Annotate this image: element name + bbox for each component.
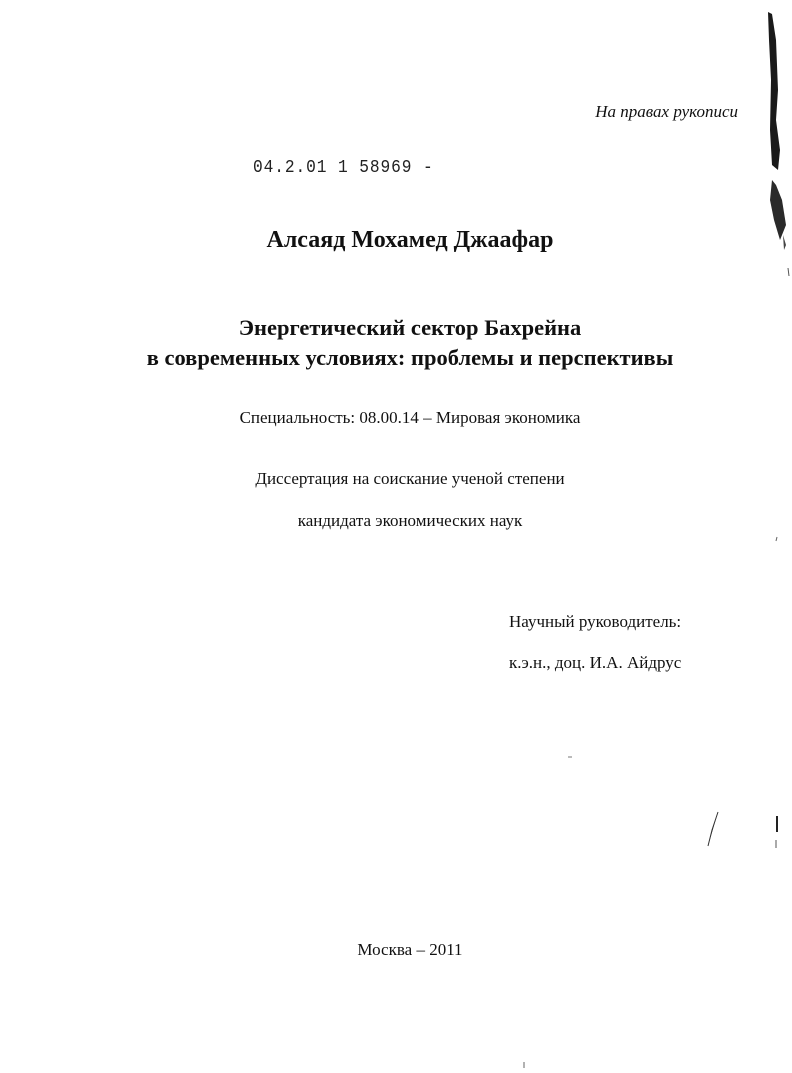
dissertation-title [0, 313, 792, 373]
author-name: Алсаяд Мохамед Джаафар [266, 227, 554, 253]
title-line-2: в современных условиях: проблемы и перспективы [146, 345, 674, 370]
scan-edge-mark [776, 537, 777, 541]
supervisor-label: Научный руководитель: [509, 612, 682, 631]
scan-edge-mark [768, 12, 780, 170]
scan-edge-mark [788, 268, 789, 276]
dissertation-line-2: кандидата экономических наук [297, 511, 523, 530]
title-line-1: Энергетический сектор Бахрейна [238, 315, 582, 340]
city-year: Москва – 2011 [357, 940, 463, 959]
registry-number: 04.2.01 1 58969 - [253, 158, 434, 178]
scan-edge-mark [708, 812, 718, 846]
dissertation-line-1: Диссертация на соискание ученой степени [255, 469, 565, 488]
supervisor-name: к.э.н., доц. И.А. Айдрус [509, 653, 682, 672]
manuscript-note: На правах рукописи [595, 102, 738, 121]
specialty-line: Специальность: 08.00.14 – Мировая экономика [239, 408, 581, 427]
